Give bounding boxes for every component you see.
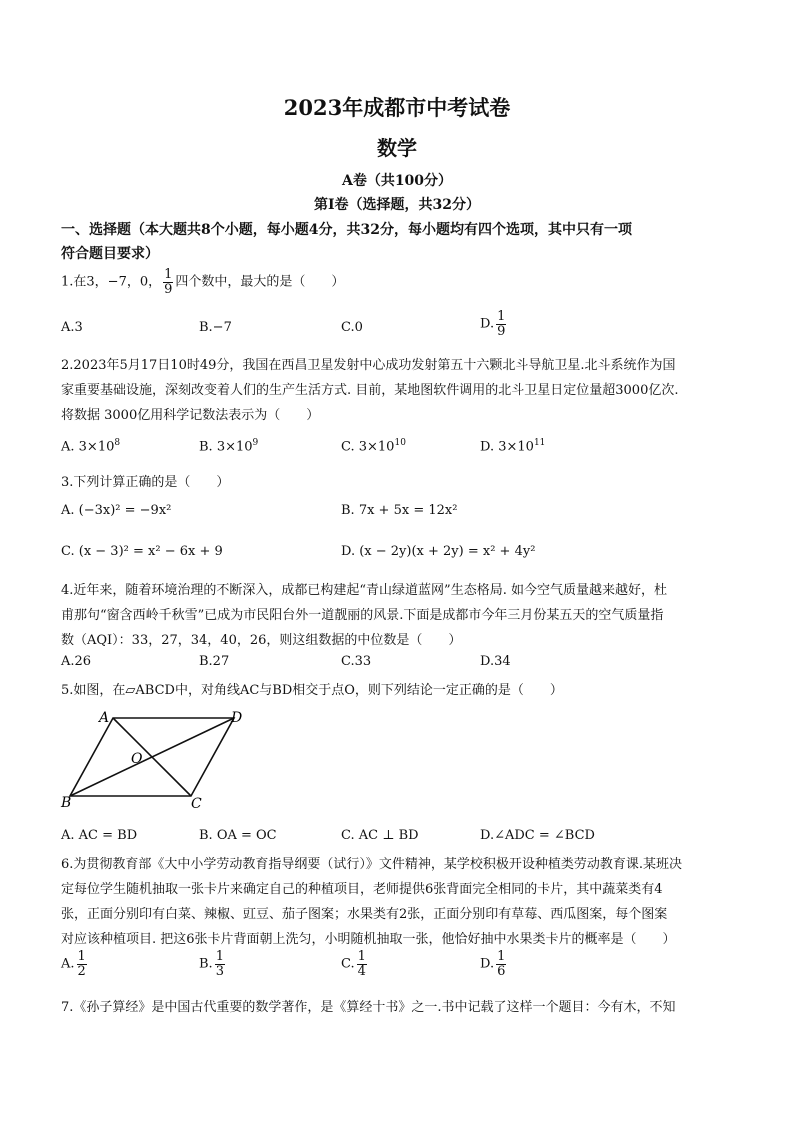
q6-a-denominator: 2 (77, 963, 86, 979)
q2-option-b (199, 438, 258, 454)
question-2-line2: 家重要基础设施，深刻改变着人们的生产生活方式. 目前，某地图软件调用的北斗卫星日定位量超3000亿次. (61, 383, 679, 398)
question-6-line1: 6.为贯彻教育部《大中小学劳动教育指导纲要（试行）》文件精神，某学校积极开设种植类劳动教育课.某班决 (61, 857, 683, 872)
q1-option-c: C.0 (341, 320, 363, 335)
q1-fraction (163, 268, 173, 296)
part-1-heading: 第Ⅰ卷（选择题，共32分） (313, 197, 481, 213)
q6-a-label: A. (61, 956, 75, 972)
q2-a-base: A. 3×10 (61, 439, 115, 455)
question-4-line3: 数（AQI）：33，27，34，40，26，则这组数据的中位数是（ ） (61, 633, 462, 648)
vertex-label-b: B (61, 795, 72, 811)
q5-option-b: B. OA = OC (199, 828, 277, 843)
q1-option-b: B.−7 (199, 320, 232, 335)
vertex-label-c: C (191, 796, 202, 812)
q1-stem-pre: 1.在3，−7，0， (61, 274, 162, 290)
question-6-line2: 定每位学生随机抽取一张卡片来确定自己的种植项目，老师提供6张背面完全相同的卡片，其中蔬菜类有4 (61, 882, 663, 897)
q6-c-numerator: 1 (357, 949, 366, 964)
q4-option-a: A.26 (61, 654, 92, 669)
q4-option-c: C.33 (341, 654, 372, 669)
q3-option-c: C. (x − 3)² = x² − 6x + 9 (61, 544, 223, 559)
q2-option-d (480, 438, 545, 454)
question-7-line1: 7.《孙子算经》是中国古代重要的数学著作，是《算经十书》之一.书中记载了这样一个题目：今有木，不知 (61, 1000, 676, 1015)
q2-c-exponent: 10 (394, 438, 406, 448)
q2-b-base: B. 3×10 (199, 439, 253, 455)
q3-option-a: A. (−3x)² = −9x² (61, 503, 172, 518)
q6-option-b (199, 950, 227, 978)
subject-title: 数学 (377, 136, 417, 160)
q6-b-label: B. (199, 956, 213, 972)
question-2-line1: 2.2023年5月17日10时49分，我国在西昌卫星发射中心成功发射第五十六颗北斗导航卫星.北斗系统作为国 (61, 358, 676, 373)
q5-option-a: A. AC = BD (61, 828, 138, 843)
question-1-stem (61, 268, 344, 296)
q3-option-b: B. 7x + 5x = 12x² (341, 503, 458, 518)
section-instructions-line1: 一、选择题（本大题共8个小题，每小题4分，共32分，每小题均有四个选项，其中只有一项 (61, 222, 632, 238)
question-3-stem: 3.下列计算正确的是（ ） (61, 475, 230, 490)
q1-frac-denominator: 9 (164, 281, 173, 297)
q3-option-d: D. (x − 2y)(x + 2y) = x² + 4y² (341, 544, 536, 559)
q6-d-numerator: 1 (497, 949, 506, 964)
q1-stem-post: 四个数中，最大的是（ ） (175, 274, 345, 290)
q2-d-base: D. 3×10 (480, 439, 534, 455)
q6-b-denominator: 3 (215, 963, 224, 979)
q6-a-numerator: 1 (77, 949, 86, 964)
q6-c-label: C. (341, 956, 355, 972)
q4-option-d: D.34 (480, 654, 511, 669)
q1-option-d-label: D. (480, 316, 495, 332)
q6-b-numerator: 1 (215, 949, 224, 964)
q2-option-a (61, 438, 120, 454)
question-6-line3: 张，正面分别印有白菜、辣椒、豇豆、茄子图案；水果类有2张，正面分别印有草莓、西瓜图案，每个图案 (61, 907, 668, 922)
q1-d-numerator: 1 (497, 309, 506, 324)
q2-c-base: C. 3×10 (341, 439, 395, 455)
q6-option-c (341, 950, 369, 978)
diagonal-bd (70, 718, 234, 796)
parallelogram-figure (55, 705, 255, 815)
q6-c-denominator: 4 (357, 963, 366, 979)
vertex-label-a: A (99, 710, 110, 726)
vertex-label-d: D (231, 710, 243, 726)
q4-option-b: B.27 (199, 654, 230, 669)
question-5-stem: 5.如图，在▱ABCD中，对角线AC与BD相交于点O，则下列结论一定正确的是（ ） (61, 683, 563, 698)
q1-d-denominator: 9 (497, 323, 506, 339)
question-4-line2: 甫那句“窗含西岭千秋雪”已成为市民阳台外一道靓丽的风景.下面是成都市今年三月份某五天的空气质量指 (61, 608, 664, 623)
q1-option-a: A.3 (61, 320, 83, 335)
q1-frac-numerator: 1 (164, 267, 173, 282)
exam-title: 2023年成都市中考试卷 (283, 95, 511, 120)
q2-b-exponent: 9 (252, 438, 259, 448)
q6-option-d (480, 950, 508, 978)
question-4-line1: 4.近年来，随着环境治理的不断深入，成都已构建起“青山绿道蓝网”生态格局. 如今空气质量越来越好，杜 (61, 583, 667, 598)
q6-d-denominator: 6 (497, 963, 506, 979)
question-2-line3: 将数据 3000亿用科学记数法表示为（ ） (61, 408, 320, 423)
q6-d-label: D. (480, 956, 495, 972)
section-instructions-line2: 符合题目要求） (61, 246, 159, 262)
q2-option-c (341, 438, 406, 454)
part-a-heading: A卷（共100分） (341, 173, 453, 189)
q5-option-d: D.∠ADC = ∠BCD (480, 828, 595, 843)
center-label-o: O (131, 751, 143, 767)
question-6-line4: 对应该种植项目. 把这6张卡片背面朝上洗匀，小明随机抽取一张，他恰好抽中水果类卡片的概率是（ ） (61, 932, 676, 947)
q2-a-exponent: 8 (114, 438, 121, 448)
q6-option-a (61, 950, 89, 978)
q5-option-c: C. AC ⊥ BD (341, 828, 419, 843)
q1-option-d (480, 310, 508, 338)
q2-d-exponent: 11 (533, 438, 546, 448)
